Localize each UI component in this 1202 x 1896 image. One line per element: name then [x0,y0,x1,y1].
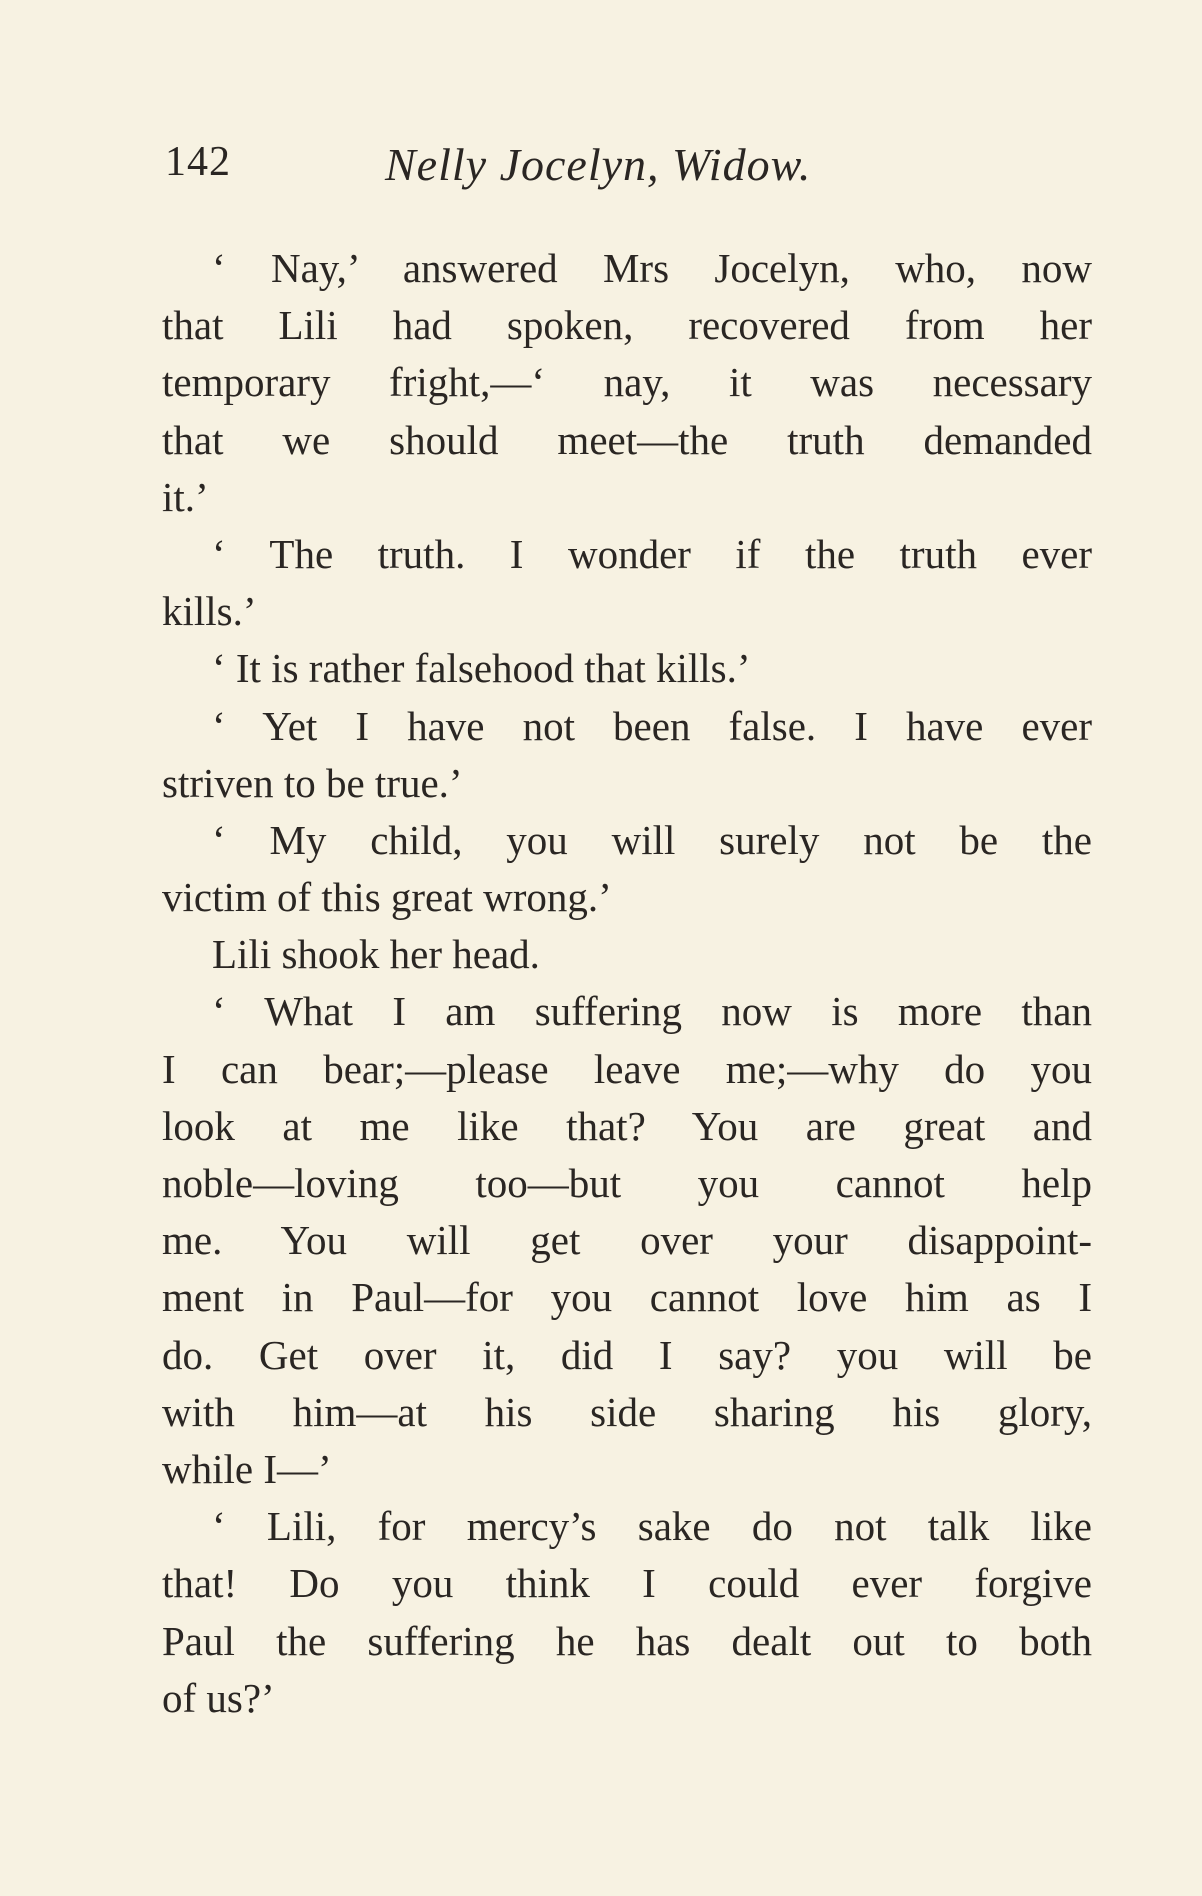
text-line: look at me like that? You are great and [162,1102,1092,1149]
text-line: ‘ Nay,’ answered Mrs Jocelyn, who, now [212,245,1092,291]
text-line: kills.’ [162,588,257,635]
text-line: ‘ The truth. I wonder if the truth ever [212,530,1092,577]
body-text [162,240,1092,1727]
text-line: striven to be true.’ [162,759,463,806]
text-line: ‘ What I am suffering now is more than [212,988,1092,1035]
text-line: of us?’ [162,1674,275,1721]
text-line: that we should meet—the truth demanded [162,416,1092,463]
text-line: that! Do you think I could ever forgive [162,1560,1092,1607]
text-line: victim of this great wrong.’ [162,874,612,921]
text-line: ‘ Lili, for mercy’s sake do not talk like [212,1503,1092,1550]
text-line: Lili shook her head. [212,931,540,978]
text-line: me. You will get over your disappoint- [162,1217,1092,1264]
text-line: noble—loving too—but you cannot help [162,1160,1092,1206]
text-line: while I—’ [162,1445,332,1492]
text-line: ‘ It is rather falsehood that kills.’ [212,645,751,692]
page-number: 142 [165,139,231,185]
text-line: it.’ [162,473,209,520]
text-line: that Lili had spoken, recovered from her [162,302,1092,349]
text-line: temporary fright,—‘ nay, it was necessary [162,359,1092,406]
text-line: do. Get over it, did I say? you will be [162,1331,1092,1378]
running-head [165,138,1095,198]
text-line: ‘ Yet I have not been false. I have ever [212,702,1092,749]
text-line: Paul the suffering he has dealt out to both [162,1617,1092,1664]
text-line: I can bear;—please leave me;—why do you [162,1045,1092,1092]
text-line: ment in Paul—for you cannot love him as I [162,1274,1092,1321]
running-title: Nelly Jocelyn, Widow. [385,139,812,190]
text-line: with him—at his side sharing his glory, [162,1388,1092,1435]
text-line: ‘ My child, you will surely not be the [212,816,1092,863]
